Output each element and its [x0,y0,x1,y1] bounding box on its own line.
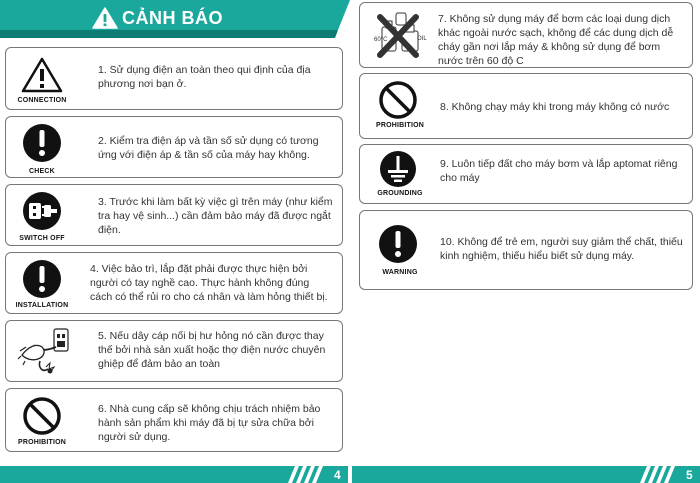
warning-item-switch-off [5,184,343,246]
warning-triangle-icon [92,6,118,30]
item-text: 2. Kiểm tra điện áp và tần số sử dụng có tương ứng với điện áp & tần số của máy hay không. [98,135,319,161]
item-text: 8. Không chạy máy khi trong máy không có nước [440,101,670,113]
warning-triangle-icon [20,56,64,94]
exclamation-circle-icon [20,258,64,300]
icon-label: CHECK [29,168,55,175]
grounding-icon [376,149,420,189]
page-number-right: 5 [686,468,693,482]
prohibition-icon [20,395,64,437]
warning-item-no-dry-run [359,73,693,139]
icon-label: INSTALLATION [15,302,69,309]
warning-item-connection [5,47,343,110]
warning-item-cable [5,320,343,382]
warning-item-children [359,210,693,290]
warning-item-check [5,116,343,178]
icon-label: WARNING [382,269,418,276]
item-text: 9. Luôn tiếp đất cho máy bơm và lắp aptomat riêng cho máy [440,158,678,184]
item-text: 3. Trước khi làm bất kỳ việc gì trên máy (như kiểm tra hay vệ sinh...) cần đảm bảo máy đã được ngắt điện. [98,196,333,236]
temperature-badge: 60°C [374,37,388,43]
no-chemicals-icon [368,7,428,63]
warning-item-chemicals [359,2,693,68]
item-text: 5. Nếu dây cáp nối bị hư hỏng nó cần được thay thế bởi nhà sản xuất hoặc thợ điện nước chuyên ghiệp để đảm bảo an toàn [98,330,326,370]
oil-badge: OIL [417,36,427,42]
item-text: 4. Việc bảo trì, lắp đặt phải được thực hiện bởi người có tay nghề cao. Thực hành không đúng cách có thể rủi ro cho cá nhân và làm hỏng thiết bị. [90,263,328,303]
icon-label: PROHIBITION [375,122,425,129]
icon-label: CONNECTION [17,97,67,104]
footer-bar-left [0,466,348,483]
exclamation-circle-icon [376,223,420,265]
item-text: 7. Không sử dụng máy để bơm các loại dung dịch khác ngoài nước sạch, không để các dung dịch dễ cháy gần nơi lắp máy & không sử dụng để bơm nước trên 60 độ C [438,13,674,67]
icon-label: PROHIBITION [17,439,67,446]
page-number-left: 4 [334,468,341,482]
page-title: CẢNH BÁO [122,8,223,28]
item-text: 6. Nhà cung cấp sẽ không chịu trách nhiệm bảo hành sản phẩm khi máy đã bị tự sửa chữa bởi người sử dụng. [98,403,321,443]
unplug-icon [20,190,64,232]
item-text: 1. Sử dụng điện an toàn theo qui định của địa phương nơi bạn ở. [98,64,311,90]
exclamation-circle-icon [20,122,64,164]
item-text: 10. Không để trẻ em, người suy giảm thể chất, thiếu kinh nghiệm, thiếu hiểu biết sử dụng máy. [440,236,683,262]
icon-label: GROUNDING [377,190,423,197]
icon-label: SWITCH OFF [19,235,65,242]
warning-item-grounding [359,144,693,204]
damaged-cable-icon [16,325,70,379]
warning-item-installation [5,252,343,314]
prohibition-icon [376,79,420,121]
warning-item-prohibition [5,388,343,452]
footer-bar-right [352,466,700,483]
